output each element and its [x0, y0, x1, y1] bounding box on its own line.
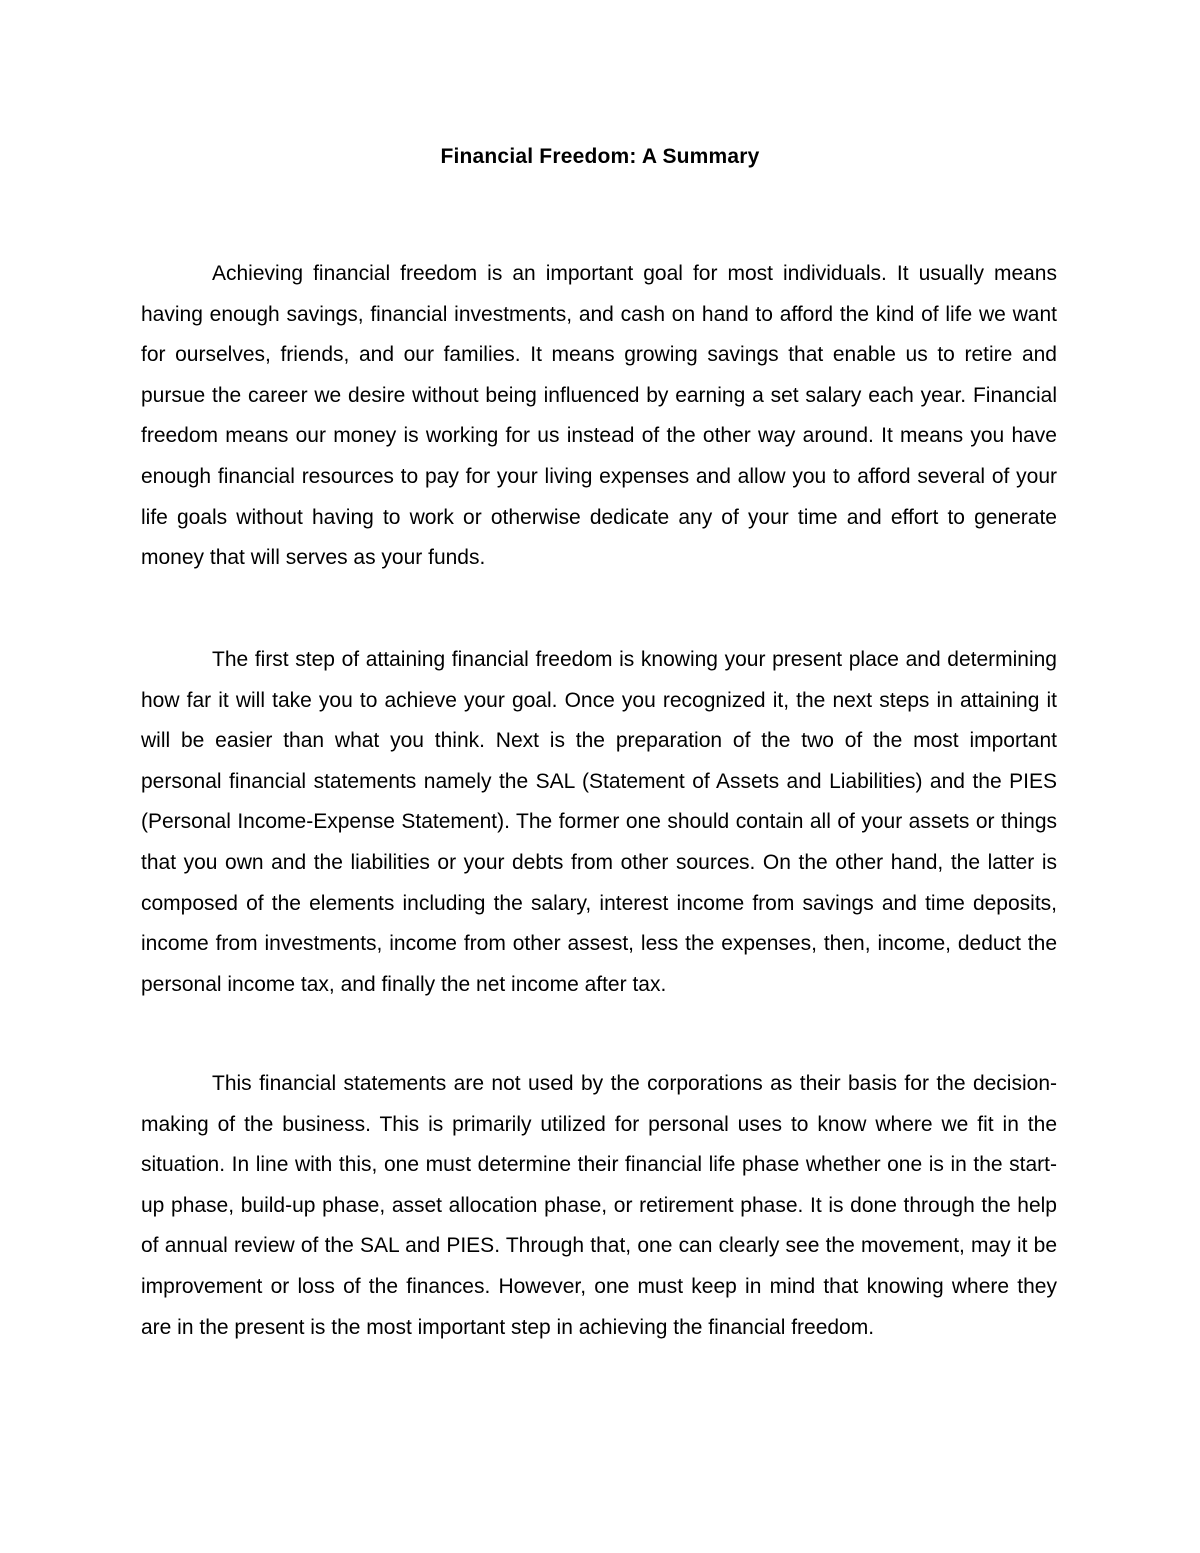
document-title: Financial Freedom: A Summary	[440, 145, 760, 168]
paragraph-1: Achieving financial freedom is an important goal for most individuals. It usually means having enough savings, financial investments, and cash on hand to afford the kind of life we want for ourselves, friends, and our families. It means growing savings that enable us to retire and pursue the career we desire without being influenced by earning a set salary each year. Financial freedom means our money is working for us instead of the other way around. It means you have enough financial resources to pay for your living expenses and allow you to afford several of your life goals without having to work or otherwise dedicate any of your time and effort to generate money that will serves as your funds.	[141, 262, 1057, 570]
paragraph-2: The first step of attaining financial freedom is knowing your present place and determining how far it will take you to achieve your goal. Once you recognized it, the next steps in attaining it will be easier than what you think. Next is the preparation of the two of the most important personal financial statements namely the SAL (Statement of Assets and Liabilities) and the PIES (Personal Income-Expense Statement). The former one should contain all of your assets or things that you own and the liabilities or your debts from other sources. On the other hand, the latter is composed of the elements including the salary, interest income from savings and time deposits, income from investments, income from other assest, less the expenses, then, income, deduct the personal income tax, and finally the net income after tax.	[141, 648, 1057, 996]
paragraph-3: This financial statements are not used by the corporations as their basis for the decision-making of the business. This is primarily utilized for personal uses to know where we fit in the situation. In line with this, one must determine their financial life phase whether one is in the start-up phase, build-up phase, asset allocation phase, or retirement phase. It is done through the help of annual review of the SAL and PIES. Through that, one can clearly see the movement, may it be improvement or loss of the finances. However, one must keep in mind that knowing where they are in the present is the most important step in achieving the financial freedom.	[141, 1072, 1057, 1339]
